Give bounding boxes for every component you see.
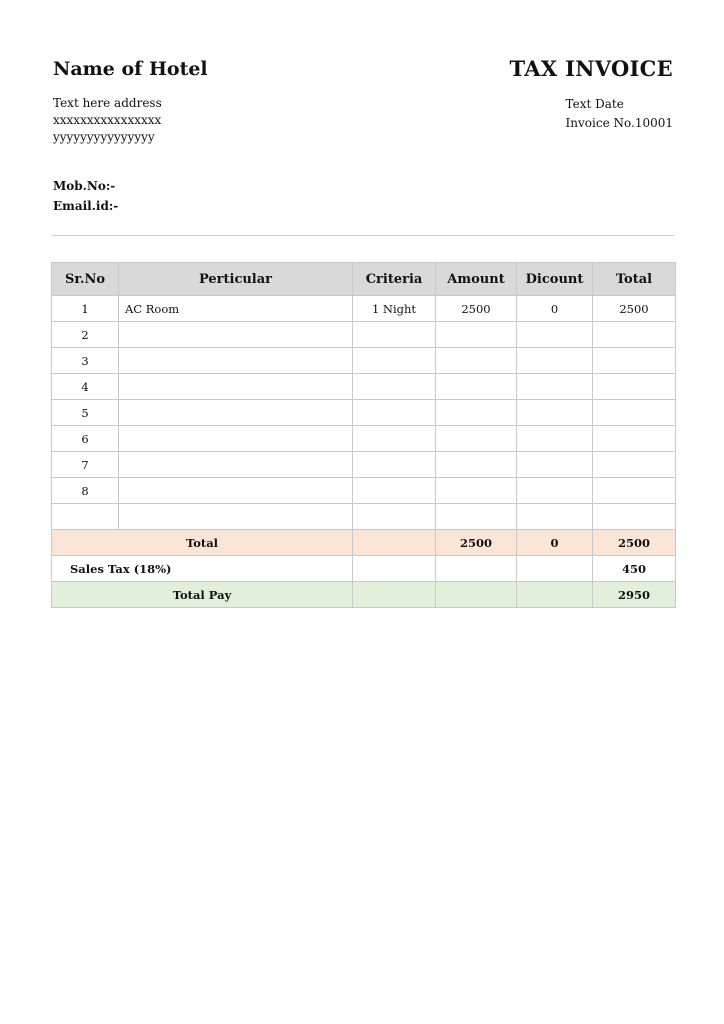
cell-discount — [517, 426, 593, 452]
cell-total — [593, 322, 676, 348]
column-header-discount: Dicount — [517, 263, 593, 296]
invoice-title: TAX INVOICE — [509, 56, 673, 81]
table-header-row — [52, 263, 676, 296]
total-amount: 2500 — [436, 530, 517, 556]
cell-discount — [517, 400, 593, 426]
cell-total — [593, 348, 676, 374]
cell-particular — [119, 322, 353, 348]
total-value: 2500 — [593, 530, 676, 556]
header-divider — [52, 235, 674, 236]
cell-srno: 3 — [52, 348, 119, 374]
mobile-label: Mob.No:- — [53, 179, 116, 193]
table-row — [52, 374, 676, 400]
cell-criteria — [353, 452, 436, 478]
cell-amount — [436, 556, 517, 582]
cell-criteria: 1 Night — [353, 296, 436, 322]
total-row — [52, 530, 676, 556]
invoice-number: Invoice No.10001 — [565, 116, 673, 130]
cell-criteria — [353, 322, 436, 348]
contact-block — [53, 176, 118, 216]
cell-srno: 5 — [52, 400, 119, 426]
cell-discount — [517, 348, 593, 374]
cell-total — [593, 504, 676, 530]
cell-amount: 2500 — [436, 296, 517, 322]
table-row — [52, 452, 676, 478]
cell-particular — [119, 348, 353, 374]
sales-tax-value: 450 — [593, 556, 676, 582]
cell-total: 2500 — [593, 296, 676, 322]
cell-particular — [119, 478, 353, 504]
invoice-table — [51, 262, 676, 608]
total-label: Total — [52, 530, 353, 556]
table-row — [52, 426, 676, 452]
cell-particular — [119, 504, 353, 530]
cell-total — [593, 478, 676, 504]
cell-criteria — [353, 556, 436, 582]
address-line: xxxxxxxxxxxxxxxx — [53, 113, 162, 127]
total-discount: 0 — [517, 530, 593, 556]
cell-amount — [436, 426, 517, 452]
total-pay-value: 2950 — [593, 582, 676, 608]
invoice-date: Text Date — [565, 97, 624, 111]
cell-discount — [517, 374, 593, 400]
cell-criteria — [353, 400, 436, 426]
cell-particular — [119, 374, 353, 400]
cell-criteria — [353, 530, 436, 556]
cell-particular — [119, 426, 353, 452]
cell-srno: 2 — [52, 322, 119, 348]
column-header-criteria: Criteria — [353, 263, 436, 296]
cell-discount — [517, 478, 593, 504]
cell-particular — [119, 400, 353, 426]
cell-discount — [517, 452, 593, 478]
cell-srno: 7 — [52, 452, 119, 478]
table-row — [52, 478, 676, 504]
column-header-srno: Sr.No — [52, 263, 119, 296]
invoice-meta — [566, 95, 673, 133]
cell-discount — [517, 582, 593, 608]
cell-discount: 0 — [517, 296, 593, 322]
cell-criteria — [353, 426, 436, 452]
cell-amount — [436, 400, 517, 426]
table-row — [52, 504, 676, 530]
address-line: yyyyyyyyyyyyyyy — [53, 130, 155, 144]
cell-amount — [436, 582, 517, 608]
cell-discount — [517, 322, 593, 348]
table-row — [52, 348, 676, 374]
cell-criteria — [353, 374, 436, 400]
cell-particular — [119, 452, 353, 478]
cell-particular: AC Room — [119, 296, 353, 322]
email-label: Email.id:- — [53, 199, 119, 213]
cell-total — [593, 400, 676, 426]
table-row — [52, 322, 676, 348]
cell-srno: 1 — [52, 296, 119, 322]
cell-criteria — [353, 504, 436, 530]
cell-srno: 8 — [52, 478, 119, 504]
cell-amount — [436, 374, 517, 400]
cell-criteria — [353, 478, 436, 504]
sales-tax-label: Sales Tax (18%) — [52, 556, 353, 582]
table-row — [52, 296, 676, 322]
cell-discount — [517, 504, 593, 530]
column-header-total: Total — [593, 263, 676, 296]
cell-discount — [517, 556, 593, 582]
cell-criteria — [353, 582, 436, 608]
hotel-address — [53, 95, 162, 146]
address-line: Text here address — [53, 96, 162, 110]
cell-amount — [436, 452, 517, 478]
cell-amount — [436, 348, 517, 374]
table-row — [52, 400, 676, 426]
cell-srno: 4 — [52, 374, 119, 400]
cell-total — [593, 452, 676, 478]
cell-amount — [436, 478, 517, 504]
cell-criteria — [353, 348, 436, 374]
cell-srno — [52, 504, 119, 530]
cell-total — [593, 374, 676, 400]
cell-total — [593, 426, 676, 452]
sales-tax-row — [52, 556, 676, 582]
column-header-amount: Amount — [436, 263, 517, 296]
cell-amount — [436, 504, 517, 530]
column-header-particular: Perticular — [119, 263, 353, 296]
cell-srno: 6 — [52, 426, 119, 452]
total-pay-row — [52, 582, 676, 608]
cell-amount — [436, 322, 517, 348]
total-pay-label: Total Pay — [52, 582, 353, 608]
hotel-name: Name of Hotel — [53, 58, 208, 80]
